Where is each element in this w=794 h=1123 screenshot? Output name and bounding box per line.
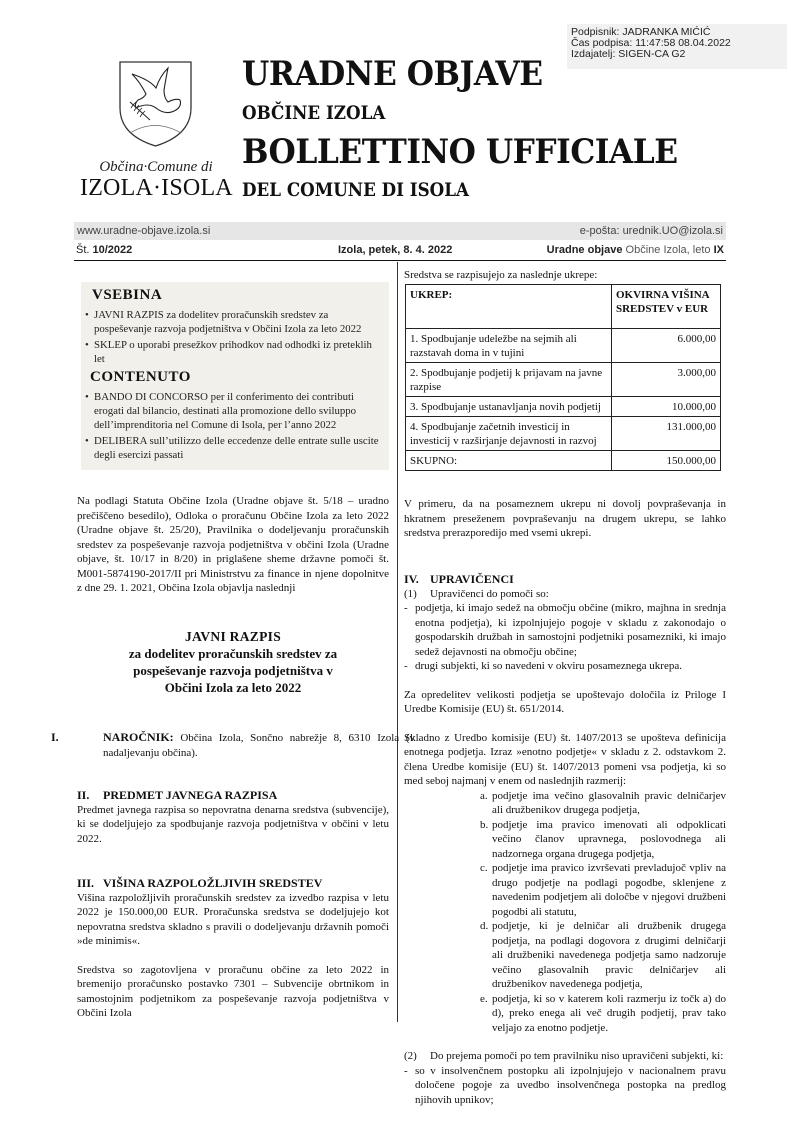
amount-cell: 3.000,00 (612, 363, 721, 397)
municipality-name-caps: IZOLA·ISOLA (80, 175, 233, 201)
toc-item-keyword: SKLEP (94, 339, 127, 351)
section-number: II. (77, 788, 90, 802)
toc-heading-it: CONTENUTO (90, 369, 191, 385)
single-undertaking-definition: Skladno z Uredbo komisije (EU) št. 1407/2013 se upošteva definicija enotnega podjetja. Izraz »enotno podjetje« v skladu z 2. odstavkom 2. člena Uredbe komisije (EU) št. 1407/2013 pomeni vsa podjetja, ki so med seboj najmanj v enem od naslednjih razmerij: (404, 731, 726, 787)
paragraph-number: (1) (404, 587, 417, 600)
publication-name-rest: Občine Izola, leto (625, 244, 711, 256)
relation-item (404, 861, 726, 919)
table-row (406, 363, 721, 397)
masthead-title-it: BOLLETTINO UFFICIALE (242, 132, 678, 172)
section-3-funds (77, 876, 389, 1021)
toc-item-text: per il conferimento dei contributi erogati dal bilancio, destinati alla promozione dello sviluppo dell’imprenditoria nel Comune di Isola, per l’anno 2022 (94, 391, 357, 431)
section-text: Višina razpoložljivih proračunskih sredstev za izvedbo razpisa v letu 2022 je 150.000,00 EUR. Proračunska sredstva se dodeljujejo kot nepovratna sredstva skladno s pravili o dodeljevanju državnih pomoči »de minimis«. (77, 891, 389, 947)
beneficiary-item: - drugi subjekti, ki so navedeni v okviru posameznega ukrepa. (404, 659, 726, 674)
toc-list-sl (83, 308, 383, 368)
toc-item-keyword: JAVNI RAZPIS (94, 309, 164, 321)
reallocation-paragraph: V primeru, da na posameznem ukrepu ni dovolj povpraševanja in hkratnem preseženem povpraševanju na drugem ukrepu, se lahko sredstva prerazporedijo med vsemi ukrepi. (404, 498, 726, 539)
relation-item (404, 789, 726, 818)
signature-issuer: Izdajatelj: SIGEN-CA G2 (571, 48, 686, 60)
measure-cell: 1. Spodbujanje udeležbe na sejmih ali razstavah doma in v tujini (406, 329, 612, 363)
issue-number-prefix: Št. (76, 244, 90, 256)
municipality-name-bilingual: Občina·Comune di (99, 159, 213, 175)
beneficiary-item: - podjetja, ki imajo sedež na območju občine (mikro, majhna in srednja enotna podjetja), ki izpolnjujejo pogoje v skladu z zakonodajo o gospodarskih družbah in samostojni podjetniki posamezniki, ki imajo sedež dejavnosti na območju občine; (404, 601, 726, 659)
relation-label: a. (480, 789, 488, 802)
amount-cell: 6.000,00 (612, 329, 721, 363)
amount-cell: 10.000,00 (612, 397, 721, 417)
masthead-subtitle-sl: OBČINE IZOLA (242, 102, 386, 124)
section-label: NAROČNIK: (103, 730, 174, 744)
section-number: III. (77, 876, 95, 890)
measure-cell: 4. Spodbujanje začetnih investicij in investicij v razširjanje dejavnosti in razvoj (406, 417, 612, 451)
relation-label: d. (480, 920, 489, 932)
paragraph-number: (2) (404, 1050, 417, 1062)
call-title-line: za dodelitev proračunskih sredstev za (128, 646, 338, 661)
publication-name (547, 244, 724, 256)
relation-label: b. (480, 818, 489, 831)
section-heading: VIŠINA RAZPOLOŽLJIVIH SREDSTEV (103, 876, 323, 890)
paragraph-text: Upravičenci do pomoči so: (430, 587, 549, 600)
total-label: SKUPNO: (406, 451, 612, 471)
measure-cell: 3. Spodbujanje ustanavljanja novih podjetij (406, 397, 612, 417)
section-heading: UPRAVIČENCI (430, 572, 514, 586)
section-text: Sredstva so zagotovljena v proračunu občine za leto 2022 in bremenijo proračunsko postavko 7301 – Subvencije obrtnikom in samostojnim podjetnikom za pospeševanje razvoja podjetništva v Občini Izola (77, 963, 389, 1019)
legal-basis-paragraph: Na podlagi Statuta Občine Izola (Uradne objave št. 5/18 – uradno prečiščeno besedilo), Odloka o proračunu Občine Izola za leto 2022 (Uradne objave št. 25/20), Pravilnika o dodeljevanju proračunskih sredstev za pospeševanje razvoja podjetništva v občini Izola (Uradne objave, št. 10/17 in 8/20) in priglašene sheme državne pomoči št. M001-5874190-2017/II pri Ministrstvu za finance in njene dopolnitve z dne 29. 1. 2021, Občina Izola objavlja naslednji (77, 495, 389, 594)
toc-item-text: sull’utilizzo delle eccedenze delle entrate sulle uscite degli esercizi passati (94, 435, 379, 461)
relation-item (404, 992, 726, 1036)
table-row (406, 329, 721, 363)
masthead-subtitle-it: DEL COMUNE DI ISOLA (242, 179, 469, 201)
section-4-beneficiaries (404, 572, 726, 1107)
section-number: IV. (404, 572, 419, 586)
issue-number-value: 10/2022 (92, 244, 133, 256)
digital-signature-box (567, 24, 787, 69)
total-amount: 150.000,00 (612, 451, 721, 471)
signature-signer: Podpisnik: JADRANKA MIĆIĆ (571, 26, 711, 38)
issue-place-date: Izola, petek, 8. 4. 2022 (338, 244, 453, 256)
toc-item[interactable] (83, 390, 383, 432)
issue-number (76, 244, 132, 256)
website-link[interactable]: www.uradne-objave.izola.si (77, 225, 211, 237)
relation-label: e. (480, 992, 488, 1005)
section-1-client (51, 730, 415, 760)
email-link[interactable]: e-pošta: urednik.UO@izola.si (579, 225, 723, 237)
header-amount: OKVIRNA VIŠINA SREDSTEV v EUR (612, 285, 721, 329)
signature-time: Čas podpisa: 11:47:58 08.04.2022 (571, 37, 731, 49)
toc-heading-sl: VSEBINA (92, 287, 163, 303)
size-definition: Za opredelitev velikosti podjetja se upoštevajo določila iz Priloge I Uredbe Komisije (EU) št. 651/2014. (404, 688, 726, 715)
relation-item (404, 818, 726, 862)
relation-text: podjetja, ki so v katerem koli razmerju iz točk a) do d), preko enega ali več drugih podjetij, prav tako veljajo za enotno podjetje. (492, 992, 726, 1034)
header-measure: UKREP: (406, 285, 612, 329)
toc-list-it (83, 390, 383, 464)
column-divider (397, 262, 398, 1022)
call-title-line: Občini Izola za leto 2022 (164, 680, 302, 695)
call-title-line: JAVNI RAZPIS (185, 629, 281, 644)
relation-label: c. (480, 862, 488, 874)
relation-text: podjetje, ki je delničar ali družbenik drugega podjetja, na podlagi dogovora z drugimi delničarji ali družbeniki navedenega podjetja samo nadzoruje večino glasovalnih pravic delničarjev ali družbenikov navedenega podjetja, (492, 920, 726, 990)
publication-name-bold: Uradne objave (546, 244, 623, 256)
section-text: Občina Izola, Sončno nabrežje 8, 6310 Izola (v nadaljevanju občina). (103, 732, 415, 759)
dove-coat-of-arms-icon (118, 60, 193, 148)
section-2-subject (77, 788, 389, 846)
masthead-title-sl: URADNE OBJAVE (242, 54, 543, 94)
section-text: Predmet javnega razpisa so nepovratna denarna sredstva (subvencije), ki se dodeljujejo za spodbujanje razvoja podjetništva v občini v letu 2022. (77, 803, 389, 845)
web-info-bar (74, 222, 726, 240)
toc-item-keyword: BANDO DI CONCORSO (94, 391, 208, 403)
table-header-row (406, 285, 721, 329)
relation-text: podjetje ima pravico imenovati ali odpoklicati večino članov upravnega, poslovodnega ali nadzornega organa drugega podjetja, (492, 818, 726, 860)
toc-item[interactable] (83, 338, 383, 366)
measures-table (405, 284, 721, 471)
relation-text: podjetje ima pravico izvrševati prevladujoč vpliv na drugo podjetje na podlagi pogodbe, sklenjene z navedenim podjetjem ali določbe v njegovi družbeni pogodbi ali statutu, (492, 862, 726, 918)
amount-cell: 131.000,00 (612, 417, 721, 451)
call-title-line: pospeševanje razvoja podjetništva v (133, 663, 333, 678)
call-title (77, 628, 389, 696)
paragraph-text: Do prejema pomoči po tem pravilniku niso upravičeni subjekti, ki: (430, 1050, 724, 1062)
table-of-contents (81, 282, 389, 470)
publication-year: IX (713, 244, 724, 256)
table-row (406, 397, 721, 417)
table-total-row (406, 451, 721, 471)
toc-item[interactable] (83, 308, 383, 336)
relation-text: podjetje ima večino glasovalnih pravic delničarjev ali družbenikov drugega podjetja, (492, 789, 726, 816)
measure-cell: 2. Spodbujanje podjetij k prijavam na javne razpise (406, 363, 612, 397)
section-heading: PREDMET JAVNEGA RAZPISA (103, 788, 278, 802)
toc-item-text: o uporabi presežkov prihodkov nad odhodki iz preteklih let (94, 339, 372, 365)
table-intro: Sredstva se razpisujejo za naslednje ukrepe: (404, 269, 598, 281)
table-row (406, 417, 721, 451)
section-number: I. (51, 730, 59, 744)
toc-item[interactable] (83, 434, 383, 462)
relation-item (404, 919, 726, 992)
toc-item-keyword: DELIBERA (94, 435, 147, 447)
toc-item-text: za dodelitev proračunskih sredstev za pospeševanje razvoja podjetništva v Občini Izola za leto 2022 (94, 309, 362, 335)
exclusion-item: - so v insolvenčnem postopku ali izpolnjujejo v nacionalnem pravu določene pogoje za uvedbo insolvenčnega postopka na predlog njihovih upnikov; (404, 1064, 726, 1108)
issue-info-bar (74, 242, 726, 261)
